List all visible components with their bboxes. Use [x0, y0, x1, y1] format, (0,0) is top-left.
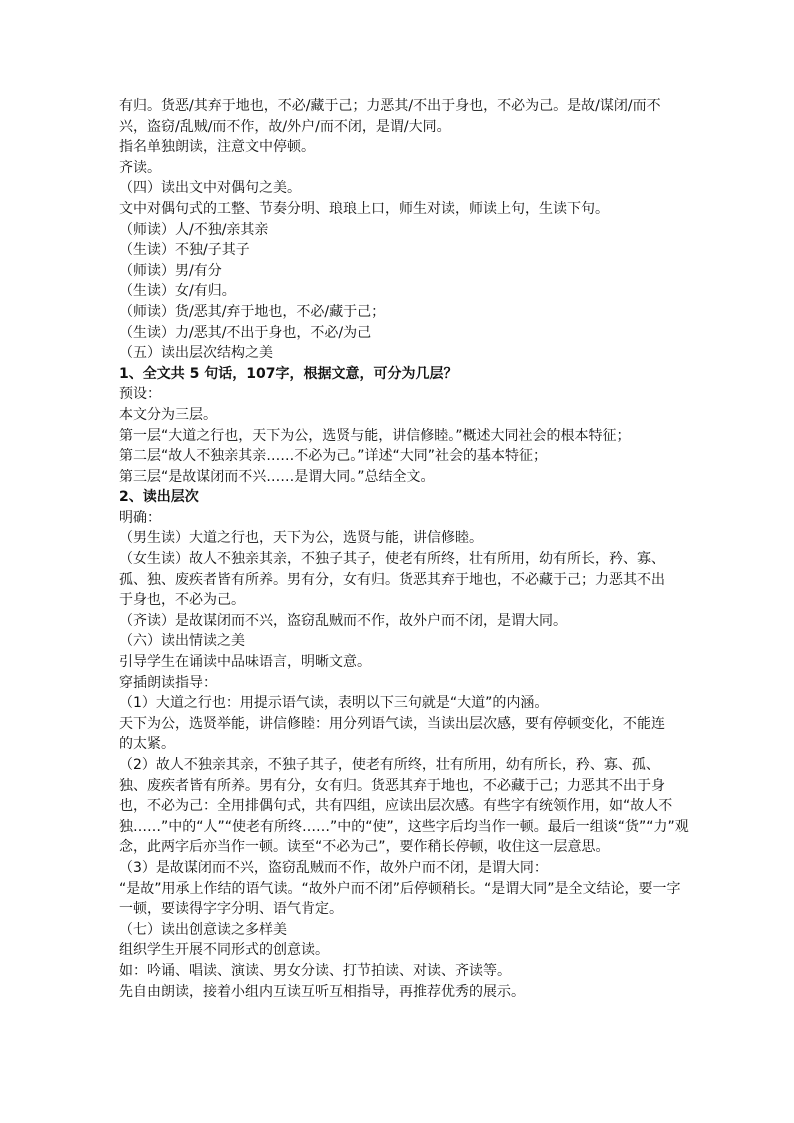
- text-line: 的太紧。: [119, 736, 175, 753]
- text-line: （生读）力/恶其/不出于身也，不必/为己: [119, 324, 372, 341]
- text-line: 于身也，不必为己。: [119, 592, 245, 609]
- text-line: （四）读出文中对偶句之美。: [119, 180, 301, 197]
- text-line: 兴，盗窃/乱贼/而不作，故/外户/而不闭，是谓/大同。: [119, 118, 451, 135]
- text-line: 第一层“大道之行也，天下为公，选贤与能，讲信修睦。”概述大同社会的根本特征；: [119, 427, 631, 444]
- text-line: 明确：: [119, 509, 161, 526]
- text-line: “是故”用承上作结的语气读。“故外户而不闭”后停顿稍长。“是谓大同”是全文结论，要一字: [119, 880, 681, 897]
- text-line: （师读）货/恶其/弃于地也，不必/藏于己；: [119, 303, 386, 320]
- text-line: （2）故人不独亲其亲，不独子其子，使老有所终，壮有所用，幼有所长，矜、寡、孤、: [119, 757, 660, 773]
- text-line: 孤、独、废疾者皆有所养。男有分，女有归。货恶其弃于地也，不必藏于己；力恶其不出: [119, 571, 665, 588]
- text-line: 如：吟诵、唱读、演读、男女分读、打节拍读、对读、齐读等。: [119, 962, 511, 979]
- text-line: 第三层“是故谋闭而不兴……是谓大同。”总结全文。: [119, 468, 435, 485]
- text-line: （五）读出层次结构之美: [119, 345, 273, 362]
- text-line: 先自由朗读，接着小组内互读互听互相指导，再推荐优秀的展示。: [119, 983, 525, 1000]
- text-line: 预设：: [119, 386, 161, 403]
- text-line: 指名单独朗读，注意文中停顿。: [119, 139, 315, 156]
- text-line: 齐读。: [119, 159, 161, 176]
- text-line: （齐读）是故谋闭而不兴，盗窃乱贼而不作，故外户而不闭，是谓大同。: [119, 612, 567, 629]
- text-line: 一顿，要读得字字分明、语气肯定。: [119, 901, 343, 918]
- document-body: [119, 96, 689, 1002]
- text-line: （师读）人/不独/亲其亲: [119, 221, 269, 238]
- text-line: 本文分为三层。: [119, 406, 217, 423]
- text-line: 1、全文共 5 句话，107字，根据文意，可分为几层？: [119, 365, 458, 382]
- text-line: （六）读出情读之美: [119, 633, 245, 650]
- text-line: 第二层“故人不独亲其亲……不必为己。”详述“大同”社会的基本特征；: [119, 448, 548, 465]
- text-line: 独、废疾者皆有所养。男有分，女有归。货恶其弃于地也，不必藏于己；力恶其不出于身: [119, 777, 665, 794]
- text-line: （生读）女/有归。: [119, 283, 236, 300]
- text-line: （生读）不独/子其子: [119, 242, 250, 259]
- text-line: （男生读）大道之行也，天下为公，选贤与能，讲信修睦。: [119, 530, 483, 547]
- text-line: 2、读出层次: [119, 489, 199, 506]
- text-line: （1）大道之行也：用提示语气读，表明以下三句就是“大道”的内涵。: [119, 695, 549, 712]
- text-line: 念，此两字后亦当作一顿。读至“不必为己”，要作稍长停顿，收住这一层意思。: [119, 839, 610, 856]
- text-line: 穿插朗读指导：: [119, 674, 217, 691]
- text-line: 组织学生开展不同形式的创意读。: [119, 942, 329, 959]
- text-line: 也，不必为己：全用排偶句式，共有四组，应读出层次感。有些字有统领作用，如“故人不: [119, 798, 673, 815]
- text-line: 有归。货恶/其弃于地也，不必/藏于己；力恶其/不出于身也，不必为己。是故/谋闭/而不: [119, 98, 661, 114]
- text-line: 引导学生在诵读中品味语言，明晰文意。: [119, 654, 371, 671]
- text-line: （女生读）故人不独亲其亲，不独子其子，使老有所终，壮有所用，幼有所长，矜、寡、: [119, 551, 665, 568]
- text-line: （3）是故谋闭而不兴，盗窃乱贼而不作，故外户而不闭，是谓大同：: [119, 859, 548, 876]
- text-line: 天下为公，选贤举能，讲信修睦：用分列语气读，当读出层次感，要有停顿变化，不能连: [119, 715, 665, 732]
- text-line: （七）读出创意读之多样美: [119, 921, 287, 938]
- text-line: （师读）男/有分: [119, 262, 222, 279]
- text-line: 文中对偶句式的工整、节奏分明、琅琅上口，师生对读，师读上句，生读下句。: [119, 200, 609, 217]
- text-line: 独……”中的“人”“使老有所终……”中的“使”，这些字后均当作一顿。最后一组谈“货”“力”观: [119, 818, 689, 835]
